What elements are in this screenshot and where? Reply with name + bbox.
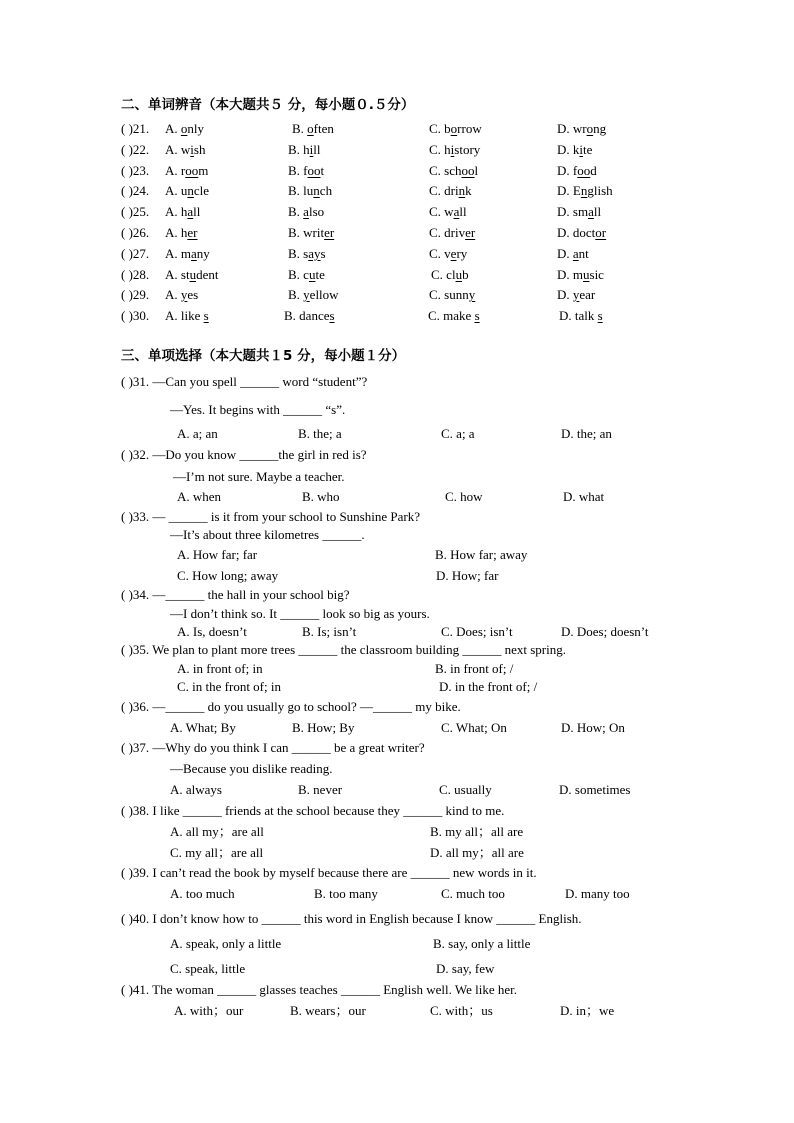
- underlined-letters: o: [307, 121, 314, 136]
- question-30-option-a: A. like s: [165, 308, 209, 323]
- question-28-option-b: B. cute: [288, 267, 325, 282]
- underlined-letters: u: [308, 267, 316, 282]
- q33-option-a: A. How far; far: [177, 547, 258, 562]
- q31-reply: —Yes. It begins with ______ “s”.: [170, 402, 346, 417]
- question-23-option-c: C. school: [429, 163, 479, 178]
- q38-stem: ( )38. I like ______ friends at the school because they ______ kind to me.: [121, 803, 505, 818]
- q31-option-b: B. the; a: [298, 426, 342, 441]
- question-23-number: ( )23.: [121, 163, 150, 178]
- underlined-letters: u: [583, 267, 590, 282]
- q31-option-c: C. a; a: [441, 426, 475, 441]
- question-22-number: ( )22.: [121, 142, 150, 157]
- q34-option-d: D. Does; doesn’t: [561, 624, 649, 639]
- question-22-option-d: D. kite: [557, 142, 593, 157]
- question-26-option-d: D. doctor: [557, 225, 607, 240]
- question-21-option-a: A. only: [165, 121, 205, 136]
- question-30-option-b: B. dances: [284, 308, 335, 323]
- question-27-option-a: A. many: [165, 246, 210, 261]
- question-26-option-a: A. her: [165, 225, 198, 240]
- underlined-letters: i: [450, 142, 455, 157]
- q41-option-d: D. in；we: [560, 1003, 615, 1018]
- underlined-letters: s: [474, 308, 480, 323]
- question-24-option-d: D. English: [557, 183, 613, 198]
- q34-reply: —I don’t think so. It ______ look so big as yours.: [170, 606, 430, 621]
- q34-option-a: A. Is, doesn’t: [177, 624, 247, 639]
- question-28-option-c: C. club: [431, 267, 469, 282]
- question-23-option-b: B. foot: [288, 163, 325, 178]
- q34-stem: ( )34. —______ the hall in your school big?: [121, 587, 350, 602]
- question-22-option-b: B. hill: [288, 142, 321, 157]
- underlined-letters: o: [586, 121, 594, 136]
- underlined-letters: n: [580, 183, 588, 198]
- underlined-letters: oo: [185, 163, 199, 178]
- q39-option-a: A. too much: [170, 886, 235, 901]
- underlined-letters: a: [588, 204, 594, 219]
- underlined-letters: y: [468, 287, 476, 302]
- question-26-option-c: C. driver: [429, 225, 476, 240]
- q39-option-c: C. much too: [441, 886, 505, 901]
- question-21-option-d: D. wrong: [557, 121, 607, 136]
- q40-stem: ( )40. I don’t know how to ______ this word in English because I know ______ English.: [121, 911, 582, 926]
- q38-option-d: D. all my；all are: [430, 845, 524, 860]
- q31-option-a: A. a; an: [177, 426, 218, 441]
- q35-option-b: B. in front of; /: [435, 661, 514, 676]
- q32-stem: ( )32. —Do you know ______the girl in red is?: [121, 447, 367, 462]
- question-26-number: ( )26.: [121, 225, 150, 240]
- q36-option-c: C. What; On: [441, 720, 507, 735]
- q41-option-b: B. wears；our: [290, 1003, 366, 1018]
- question-27-number: ( )27.: [121, 246, 150, 261]
- question-29-option-b: B. yellow: [288, 287, 339, 302]
- question-24-option-c: C. drink: [429, 183, 472, 198]
- underlined-letters: u: [455, 267, 463, 282]
- q40-option-d: D. say, few: [436, 961, 495, 976]
- question-28-number: ( )28.: [121, 267, 150, 282]
- q32-option-c: C. how: [445, 489, 483, 504]
- underlined-letters: o: [450, 121, 458, 136]
- underlined-letters: n: [458, 183, 466, 198]
- question-27-option-c: C. very: [429, 246, 468, 261]
- underlined-letters: a: [572, 246, 579, 261]
- q32-option-a: A. when: [177, 489, 222, 504]
- question-23-option-d: D. food: [557, 163, 597, 178]
- q39-option-b: B. too many: [314, 886, 378, 901]
- q39-option-d: D. many too: [565, 886, 630, 901]
- underlined-letters: oo: [461, 163, 475, 178]
- q37-option-d: D. sometimes: [559, 782, 631, 797]
- question-30-option-c: C. make s: [428, 308, 480, 323]
- underlined-letters: or: [595, 225, 607, 240]
- q36-option-d: D. How; On: [561, 720, 625, 735]
- q41-stem: ( )41. The woman ______ glasses teaches ______ English well. We like her.: [121, 982, 517, 997]
- q40-option-c: C. speak, little: [170, 961, 246, 976]
- underlined-letters: e: [450, 246, 457, 261]
- underlined-letters: n: [187, 183, 194, 198]
- underlined-letters: y: [572, 287, 580, 302]
- underlined-letters: u: [189, 267, 197, 282]
- underlined-letters: a: [191, 246, 197, 261]
- question-24-option-a: A. uncle: [165, 183, 210, 198]
- underlined-letters: a: [303, 204, 309, 219]
- underlined-letters: n: [313, 183, 320, 198]
- q31-stem: ( )31. —Can you spell ______ word “student”?: [121, 374, 368, 389]
- question-30-number: ( )30.: [121, 308, 150, 323]
- q37-option-b: B. never: [298, 782, 343, 797]
- underlined-letters: s: [597, 308, 603, 323]
- question-27-option-d: D. ant: [557, 246, 589, 261]
- underlined-letters: a: [453, 204, 460, 219]
- q41-option-a: A. with；our: [174, 1003, 244, 1018]
- q35-option-c: C. in the front of; in: [177, 679, 281, 694]
- underlined-letters: i: [579, 142, 584, 157]
- underlined-letters: oo: [577, 163, 591, 178]
- question-28-option-a: A. student: [165, 267, 219, 282]
- underlined-letters: ay: [308, 246, 321, 261]
- section-3-title: 三、单项选择（本大题共１5 分，每小题１分）: [121, 348, 406, 364]
- underlined-letters: i: [309, 142, 314, 157]
- question-22-option-a: A. wish: [165, 142, 206, 157]
- question-24-option-b: B. lunch: [288, 183, 333, 198]
- q33-reply: —It’s about three kilometres ______.: [170, 527, 365, 542]
- underlined-letters: s: [203, 308, 209, 323]
- q35-stem: ( )35. We plan to plant more trees ______ the classroom building ______ next spring.: [121, 642, 566, 657]
- q37-option-a: A. always: [170, 782, 222, 797]
- q37-option-c: C. usually: [439, 782, 492, 797]
- question-23-option-a: A. room: [165, 163, 209, 178]
- q34-option-c: C. Does; isn’t: [441, 624, 513, 639]
- question-22-option-c: C. history: [429, 142, 481, 157]
- question-25-option-d: D. small: [557, 204, 602, 219]
- q34-option-b: B. Is; isn’t: [302, 624, 357, 639]
- underlined-letters: o: [180, 121, 188, 136]
- question-29-option-d: D. year: [557, 287, 596, 302]
- q36-stem: ( )36. —______ do you usually go to school? —______ my bike.: [121, 699, 461, 714]
- q35-option-a: A. in front of; in: [177, 661, 263, 676]
- question-21-option-c: C. borrow: [429, 121, 482, 136]
- underlined-letters: s: [329, 308, 335, 323]
- q36-option-b: B. How; By: [292, 720, 355, 735]
- q32-option-d: D. what: [563, 489, 605, 504]
- q32-reply: —I’m not sure. Maybe a teacher.: [173, 469, 345, 484]
- question-29-number: ( )29.: [121, 287, 150, 302]
- underlined-letters: a: [187, 204, 194, 219]
- q37-reply: —Because you dislike reading.: [170, 761, 333, 776]
- q33-stem: ( )33. — ______ is it from your school to Sunshine Park?: [121, 509, 420, 524]
- q32-option-b: B. who: [302, 489, 340, 504]
- question-25-number: ( )25.: [121, 204, 150, 219]
- q33-option-d: D. How; far: [436, 568, 499, 583]
- question-30-option-d: D. talk s: [559, 308, 603, 323]
- underlined-letters: er: [324, 225, 335, 240]
- q33-option-b: B. How far; away: [435, 547, 528, 562]
- question-21-option-b: B. often: [292, 121, 334, 136]
- question-26-option-b: B. writer: [288, 225, 335, 240]
- underlined-letters: i: [190, 142, 194, 157]
- underlined-letters: er: [187, 225, 198, 240]
- q39-stem: ( )39. I can’t read the book by myself because there are ______ new words in it.: [121, 865, 537, 880]
- q38-option-c: C. my all；are all: [170, 845, 264, 860]
- question-25-option-a: A. hall: [165, 204, 201, 219]
- question-28-option-d: D. music: [557, 267, 604, 282]
- q36-option-a: A. What; By: [170, 720, 236, 735]
- question-29-option-c: C. sunny: [429, 287, 476, 302]
- question-29-option-a: A. yes: [165, 287, 199, 302]
- q41-option-c: C. with；us: [430, 1003, 493, 1018]
- q40-option-a: A. speak, only a little: [170, 936, 282, 951]
- underlined-letters: y: [180, 287, 188, 302]
- underlined-letters: er: [465, 225, 476, 240]
- question-24-number: ( )24.: [121, 183, 150, 198]
- q38-option-a: A. all my；are all: [170, 824, 264, 839]
- question-21-number: ( )21.: [121, 121, 150, 136]
- section-2-title: 二、单词辨音（本大题共５ 分，每小题０.５分）: [121, 97, 415, 113]
- q35-option-d: D. in the front of; /: [439, 679, 538, 694]
- q38-option-b: B. my all；all are: [430, 824, 524, 839]
- q40-option-b: B. say, only a little: [433, 936, 531, 951]
- q31-option-d: D. the; an: [561, 426, 612, 441]
- underlined-letters: oo: [307, 163, 321, 178]
- q37-stem: ( )37. —Why do you think I can ______ be a great writer?: [121, 740, 425, 755]
- q33-option-c: C. How long; away: [177, 568, 279, 583]
- question-27-option-b: B. says: [288, 246, 326, 261]
- question-25-option-b: B. also: [288, 204, 325, 219]
- underlined-letters: y: [303, 287, 310, 302]
- question-25-option-c: C. wall: [429, 204, 467, 219]
